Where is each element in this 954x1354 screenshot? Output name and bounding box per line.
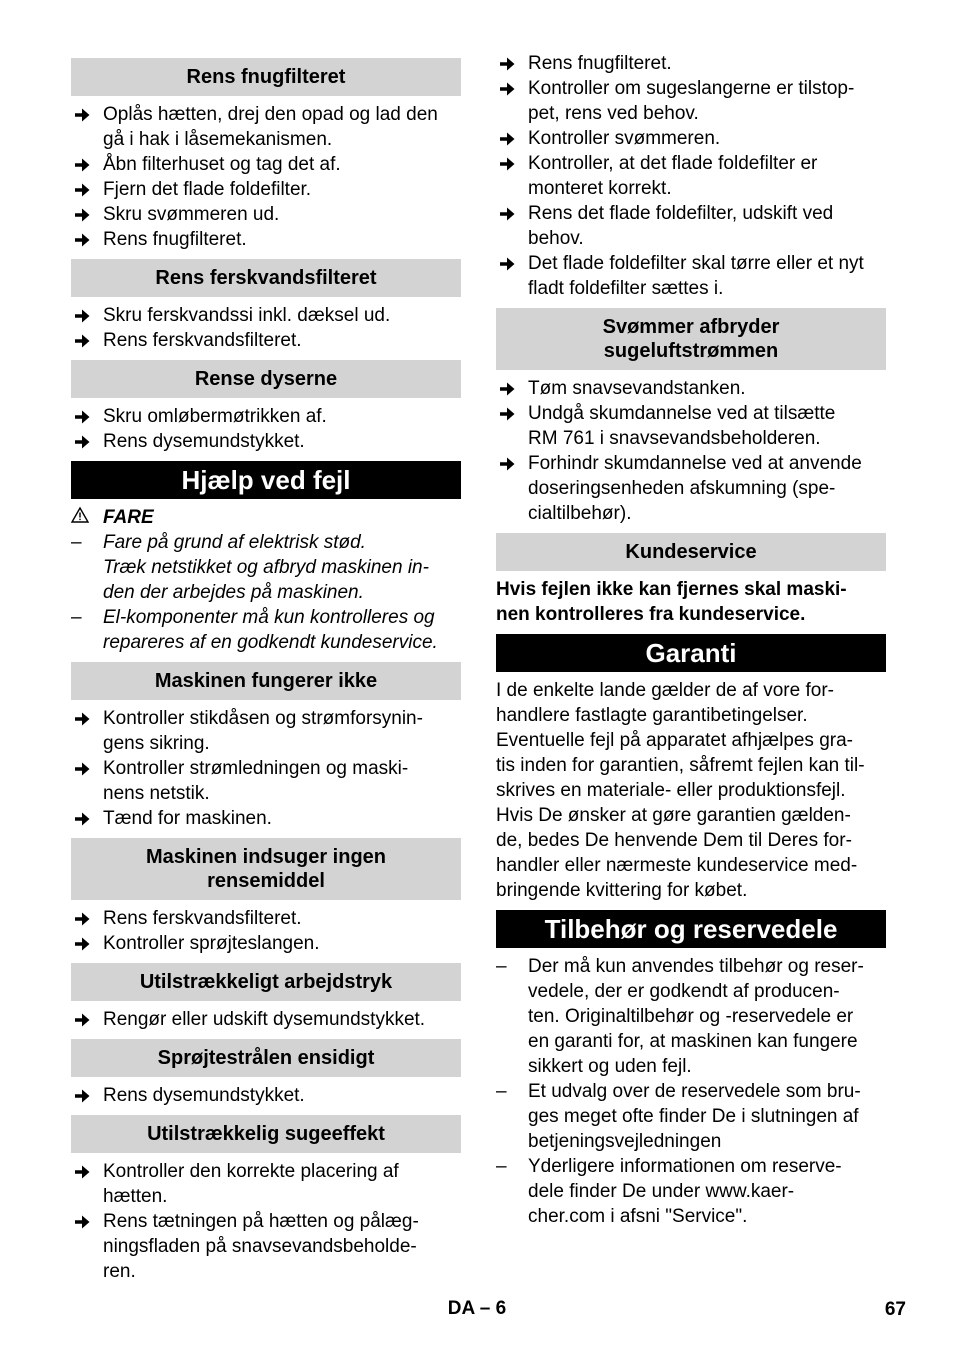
list-item <box>71 102 461 152</box>
arrow-right-icon <box>73 328 97 357</box>
dash-marker: – <box>71 607 82 628</box>
arrow-right-icon <box>498 76 522 105</box>
left-column <box>71 51 461 1284</box>
dash-item <box>71 605 461 655</box>
section-heading: Maskinen fungerer ikke <box>71 662 461 700</box>
dash-marker: – <box>496 956 507 977</box>
section-heading: Utilstrækkelig sugeeffekt <box>71 1115 461 1153</box>
chapter-heading: Tilbehør og reservedele <box>496 910 886 948</box>
bullet-list <box>71 1159 461 1284</box>
warranty-text: I de enkelte lande gælder de af vore for- handlere fastlagte garantibetingelser. Eventuelle fejl på apparatet afhjælpes gra- tis inden for garantien, såfremt fejlen kan til- skrives en materiale- eller produktionsfejl. Hvis De ønsker at gøre garantien gælden- de, bedes De henvende Dem til Deres for- handler eller nærmeste kundeservice med- bringende kvittering for købet. <box>496 680 865 901</box>
list-item-text: Rens tætningen på hætten og pålæg- ningsfladen på snavsevandsbeholde- ren. <box>103 1211 419 1282</box>
arrow-right-icon <box>498 451 522 480</box>
list-item <box>496 126 886 151</box>
right-column <box>496 51 886 1229</box>
list-item <box>71 152 461 177</box>
list-item <box>496 251 886 301</box>
bullet-list <box>71 303 461 353</box>
bullet-list <box>71 706 461 831</box>
bullet-list <box>71 102 461 252</box>
list-item-text: Rens dysemundstykket. <box>103 1085 305 1106</box>
list-item <box>71 1159 461 1209</box>
dash-list <box>71 530 461 655</box>
list-item <box>71 806 461 831</box>
list-item-text: Rens ferskvandsfilteret. <box>103 908 302 929</box>
arrow-right-icon <box>498 201 522 230</box>
section-heading: Rense dyserne <box>71 360 461 398</box>
dash-item <box>496 954 886 1079</box>
arrow-right-icon <box>73 806 97 835</box>
section-heading: Kundeservice <box>496 533 886 571</box>
list-item <box>71 429 461 454</box>
list-item-text: Tøm snavsevandstanken. <box>528 378 746 399</box>
bullet-list <box>71 404 461 454</box>
dash-marker: – <box>496 1156 507 1177</box>
chapter-heading: Garanti <box>496 634 886 672</box>
list-item-text: Rens fnugfilteret. <box>103 229 247 250</box>
list-item-text: Kontroller den korrekte placering af hætten. <box>103 1161 399 1207</box>
list-item <box>71 227 461 252</box>
arrow-right-icon <box>498 251 522 280</box>
list-item-text: Yderligere informationen om reserve- dele finder De under www.kaer- cher.com i afsni "Service". <box>528 1156 842 1227</box>
list-item <box>71 177 461 202</box>
section-heading: Svømmer afbryder sugeluftstrømmen <box>496 308 886 370</box>
section-heading: Utilstrækkeligt arbejdstryk <box>71 963 461 1001</box>
list-item <box>71 328 461 353</box>
list-item-text: Åbn filterhuset og tag det af. <box>103 154 341 175</box>
list-item <box>496 401 886 451</box>
arrow-right-icon <box>73 931 97 960</box>
list-item-text: Der må kun anvendes tilbehør og reser- vedele, der er godkendt af producen- ten. Originaltilbehør og -reservedele er en garanti for, at maskinen kan fungere sikkert og uden fejl. <box>528 956 864 1077</box>
list-item-text: Kontroller strømledningen og maski- nens netstik. <box>103 758 409 804</box>
arrow-right-icon <box>73 429 97 458</box>
list-item-text: Kontroller svømmeren. <box>528 128 721 149</box>
list-item <box>496 76 886 126</box>
list-item <box>71 1209 461 1284</box>
list-item-text: Rens ferskvandsfilteret. <box>103 330 302 351</box>
list-item <box>496 51 886 76</box>
arrow-right-icon <box>73 756 97 785</box>
list-item <box>71 202 461 227</box>
list-item-text: Fare på grund af elektrisk stød. Træk netstikket og afbryd maskinen in- den der arbejdes på maskinen. <box>103 532 429 603</box>
section-heading: Rens fnugfilteret <box>71 58 461 96</box>
bullet-list <box>71 1083 461 1108</box>
arrow-right-icon <box>73 1159 97 1188</box>
list-item <box>71 756 461 806</box>
page-number: 67 <box>884 1299 906 1320</box>
dash-marker: – <box>496 1081 507 1102</box>
dash-item <box>71 530 461 605</box>
list-item-text: Rengør eller udskift dysemundstykket. <box>103 1009 426 1030</box>
bullet-list <box>71 906 461 956</box>
list-item-text: Undgå skumdannelse ved at tilsætte RM 761 i snavsevandsbeholderen. <box>528 403 836 449</box>
list-item <box>496 376 886 401</box>
list-item <box>496 201 886 251</box>
list-item-text: Oplås hætten, drej den opad og lad den gå i hak i låsemekanismen. <box>103 104 438 150</box>
list-item <box>71 931 461 956</box>
chapter-heading: Hjælp ved fejl <box>71 461 461 499</box>
arrow-right-icon <box>73 227 97 256</box>
list-item-text: Et udvalg over de reservedele som bru- ges meget ofte finder De i slutningen af betjeningsvejledningen <box>528 1081 861 1152</box>
arrow-right-icon <box>73 1209 97 1238</box>
list-item-text: Kontroller sprøjteslangen. <box>103 933 320 954</box>
list-item-text: Kontroller stikdåsen og strømforsynin- gens sikring. <box>103 708 423 754</box>
dash-item <box>496 1154 886 1229</box>
list-item-text: Skru svømmeren ud. <box>103 204 280 225</box>
section-heading: Rens ferskvandsfilteret <box>71 259 461 297</box>
list-item-text: Skru ferskvandssi inkl. dæksel ud. <box>103 305 391 326</box>
list-item <box>71 1007 461 1032</box>
list-item <box>71 1083 461 1108</box>
list-item-text: Det flade foldefilter skal tørre eller et nyt fladt foldefilter sættes i. <box>528 253 864 299</box>
dash-marker: – <box>71 532 82 553</box>
list-item-text: Fjern det flade foldefilter. <box>103 179 312 200</box>
list-item <box>71 404 461 429</box>
list-item-text: Kontroller, at det flade foldefilter er monteret korrekt. <box>528 153 818 199</box>
arrow-right-icon <box>73 102 97 131</box>
list-item <box>71 906 461 931</box>
list-item <box>496 451 886 526</box>
list-item <box>496 151 886 201</box>
list-item <box>71 303 461 328</box>
customer-service-text: Hvis fejlen ikke kan fjernes skal maski- nen kontrolleres fra kundeservice. <box>496 579 847 625</box>
warning-triangle-icon <box>71 505 89 530</box>
arrow-right-icon <box>73 706 97 735</box>
warning-label: FARE <box>71 505 461 530</box>
bullet-list <box>496 51 886 301</box>
list-item-text: Rens det flade foldefilter, udskift ved behov. <box>528 203 834 249</box>
dash-item <box>496 1079 886 1154</box>
section-heading: Maskinen indsuger ingen rensemiddel <box>71 838 461 900</box>
list-item-text: Kontroller om sugeslangerne er tilstop- pet, rens ved behov. <box>528 78 855 124</box>
list-item <box>71 706 461 756</box>
section-heading: Sprøjtestrålen ensidigt <box>71 1039 461 1077</box>
arrow-right-icon <box>498 151 522 180</box>
bullet-list <box>496 376 886 526</box>
list-item-text: El-komponenter må kun kontrolleres og repareres af en godkendt kundeservice. <box>103 607 438 653</box>
list-item-text: Skru omløbermøtrikken af. <box>103 406 327 427</box>
list-item-text: Tænd for maskinen. <box>103 808 272 829</box>
arrow-right-icon <box>498 401 522 430</box>
list-item-text: Rens fnugfilteret. <box>528 53 672 74</box>
dash-list <box>496 954 886 1229</box>
page-label: DA – 6 <box>447 1298 507 1319</box>
bullet-list <box>71 1007 461 1032</box>
list-item-text: Rens dysemundstykket. <box>103 431 305 452</box>
arrow-right-icon <box>73 1007 97 1036</box>
list-item-text: Forhindr skumdannelse ved at anvende doseringsenheden afskumning (spe- cialtilbehør). <box>528 453 862 524</box>
arrow-right-icon <box>73 1083 97 1112</box>
